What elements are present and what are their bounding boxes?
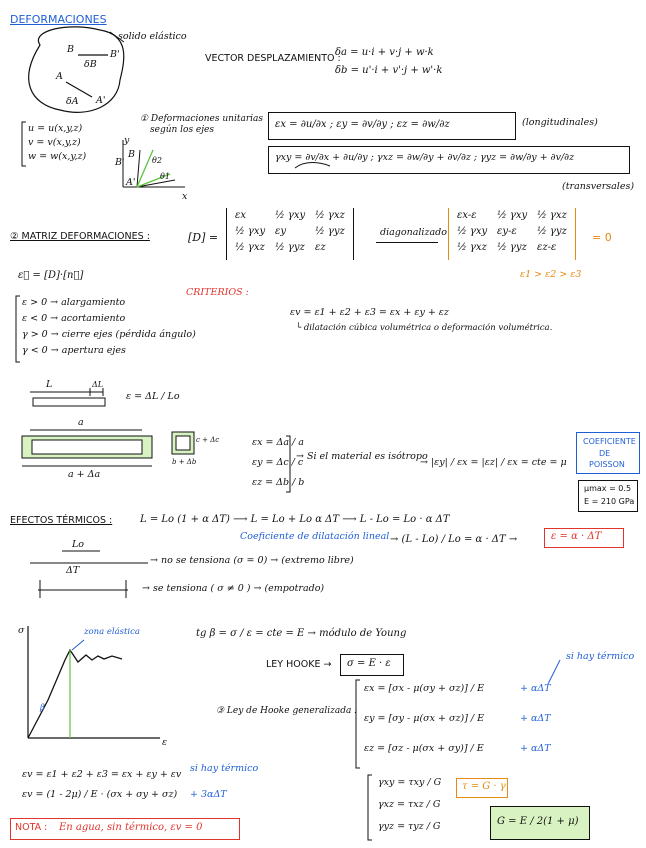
nota-box <box>10 818 240 840</box>
longitudinales: (longitudinales) <box>522 117 598 128</box>
hooke-gen: ③ Ley de Hooke generalizada : <box>216 706 358 716</box>
m2-32: ½ γyz <box>497 242 527 253</box>
diagonalizado: diagonalizado <box>380 227 447 238</box>
g-box <box>490 806 590 840</box>
eps-bar: ε = ΔL / Lo <box>126 391 180 402</box>
poisson-1: COEFICIENTE <box>583 437 636 446</box>
g-eq: G = E / 2(1 + μ) <box>497 816 579 827</box>
criteria-1: ε > 0 → alargamiento <box>22 297 126 308</box>
thermal-1: L = Lo (1 + α ΔT) ⟶ L = Lo + Lo α ΔT ⟶ L - Lo = Lo · α ΔT <box>140 514 450 525</box>
thermal-2: → (L - Lo) / Lo = α · ΔT → <box>390 534 518 545</box>
hooke-label: LEY HOOKE → <box>266 659 332 670</box>
criteria-4: γ < 0 → apertura ejes <box>22 345 126 356</box>
bar-a: a <box>78 417 84 428</box>
coef-dil: Coeficiente de dilatación lineal <box>240 531 390 542</box>
bar-dl: ΔL <box>92 380 104 389</box>
plus-adt-1: + αΔT <box>520 683 551 694</box>
matriz-d: [D] = <box>188 231 219 244</box>
nota-label: NOTA : <box>15 822 48 833</box>
m-13: ½ γxz <box>315 210 345 221</box>
matrix-d <box>226 208 354 260</box>
bar-lo: Lo <box>72 539 85 550</box>
no-tension: → no se tensiona (σ = 0) → (extremo libre) <box>150 555 354 566</box>
uvw-v: v = v(x,y,z) <box>28 137 81 148</box>
si-tension: → se tensiona ( σ ≠ 0 ) → (empotrado) <box>142 583 325 594</box>
label-da: δA <box>66 96 79 107</box>
tg-eq: tg β = σ / ε = cte = E → módulo de Young <box>196 628 407 639</box>
point-b: B <box>67 44 74 55</box>
graph-zona: zona elástica <box>84 627 140 637</box>
matrix-diag <box>448 208 576 260</box>
point-a: A <box>56 71 63 82</box>
poisson-box <box>576 432 640 474</box>
shear-box <box>268 146 630 174</box>
e-val: E = 210 GPa <box>584 497 635 506</box>
diag-arrow <box>376 242 438 243</box>
plus-adt-3: + αΔT <box>520 743 551 754</box>
iso-text: → Si el material es isótropo <box>296 451 428 462</box>
graph-sigma: σ <box>18 625 25 636</box>
m2-33: εz-ε <box>537 242 557 253</box>
si-termico-1: si hay térmico <box>566 651 635 662</box>
mu-max: μmax = 0.5 <box>584 484 632 493</box>
ev3-eq: εv = (1 - 2μ) / E · (σx + σy + σz) <box>22 789 178 800</box>
vec-eq-2: δb = u'·i + v'·j + w'·k <box>335 65 443 76</box>
m2-21: ½ γxy <box>457 226 488 237</box>
ex-eq-1: εx = Δa / a <box>252 437 304 448</box>
sq-b: b + Δb <box>172 458 197 466</box>
plus-adt-2: + αΔT <box>520 713 551 724</box>
m2-13: ½ γxz <box>537 210 567 221</box>
iso-eq: → |εy| / εx = |εz| / εx = cte = μ <box>420 457 567 468</box>
tau-box <box>456 778 508 798</box>
hooke-box <box>340 654 404 676</box>
criterios-label: CRITERIOS : <box>186 287 249 298</box>
uvw-u: u = u(x,y,z) <box>28 123 83 134</box>
m2-22: εy-ε <box>497 226 517 237</box>
m-22: εy <box>275 226 287 237</box>
point-ap: A' <box>96 95 106 106</box>
hooke-eq: σ = E · ε <box>347 658 391 669</box>
sq-c: c + Δc <box>196 436 220 444</box>
tau-eq: τ = G · γ <box>462 781 506 792</box>
si-termico-2: si hay térmico <box>190 763 259 774</box>
shear-eq-1: γxy = τxy / G <box>378 777 442 788</box>
m-12: ½ γxy <box>275 210 306 221</box>
criteria-3: γ > 0 → cierre ejes (pérdida ángulo) <box>22 329 196 340</box>
vector-label: VECTOR DESPLAZAMIENTO : <box>205 53 341 64</box>
graph-beta: β <box>40 703 45 713</box>
poisson-2: DE <box>599 449 611 458</box>
graph-eps: ε <box>162 737 168 748</box>
arrow-da <box>66 82 92 97</box>
axis-g2: θ1 <box>160 172 170 181</box>
point-bp: B' <box>110 49 120 60</box>
def-unit-label-2: según los ejes <box>150 125 214 135</box>
def-unit-box <box>268 112 516 140</box>
matriz-label: ② MATRIZ DEFORMACIONES : <box>10 231 150 242</box>
axis-x: x <box>182 191 188 202</box>
nota-text: En agua, sin térmico, εv = 0 <box>59 822 203 833</box>
gen-eq-3: εz = [σz - μ(σx + σy)] / E <box>364 743 484 754</box>
eps-th: ε = α · ΔT <box>551 531 602 542</box>
def-unit-label-1: ① Deformaciones unitarias <box>140 114 263 124</box>
eq-zero: = 0 <box>592 231 612 244</box>
vec-eq-1: δa = u·i + v·j + w·k <box>335 47 434 58</box>
ev3-plus: + 3αΔT <box>190 789 227 800</box>
axis-y: y <box>124 135 130 146</box>
ex-eq-2: εy = Δc / c <box>252 457 304 468</box>
gen-eq-2: εy = [σy - μ(σx + σz)] / E <box>364 713 485 724</box>
m-21: ½ γxy <box>235 226 266 237</box>
ev2-eq: εv = ε1 + ε2 + ε3 = εx + εy + εv <box>22 769 182 780</box>
eigen-order: ε1 > ε2 > ε3 <box>520 269 582 280</box>
axis-b: B <box>128 149 135 160</box>
axis-a: A' <box>126 177 136 188</box>
m-11: εx <box>235 210 247 221</box>
efectos-label: EFECTOS TÉRMICOS : <box>10 515 113 526</box>
m-33: εz <box>315 242 326 253</box>
ev-desc: └ dilatación cúbica volumétrica o deformación volumétrica. <box>296 323 553 333</box>
m-23: ½ γyz <box>315 226 345 237</box>
bar-l: L <box>46 379 53 390</box>
bar-ada: a + Δa <box>68 469 101 480</box>
shear-eq-3: γyz = τyz / G <box>378 821 441 832</box>
gen-eq-1: εx = [σx - μ(σy + σz)] / E <box>364 683 485 694</box>
def-unit-eq: εx = ∂u/∂x ; εy = ∂v/∂y ; εz = ∂w/∂z <box>275 119 450 130</box>
ex-eq-3: εz = Δb / b <box>252 477 305 488</box>
shear-eq: γxy = ∂v/∂x + ∂u/∂y ; γxz = ∂w/∂y + ∂v/∂z ; γyz = ∂w/∂y + ∂v/∂z <box>275 152 575 163</box>
m-31: ½ γxz <box>235 242 265 253</box>
uvw-w: w = w(x,y,z) <box>28 151 87 162</box>
m2-31: ½ γxz <box>457 242 487 253</box>
evec-eq: ε⃗ = [D]·[n⃗] <box>18 270 84 281</box>
transversales: (transversales) <box>562 181 635 192</box>
m2-11: εx-ε <box>457 210 477 221</box>
ev-eq: εv = ε1 + ε2 + ε3 = εx + εy + εz <box>290 307 449 318</box>
m2-23: ½ γyz <box>537 226 567 237</box>
eps-th-box <box>544 528 624 548</box>
mu-box <box>578 480 638 512</box>
criteria-2: ε < 0 → acortamiento <box>22 313 126 324</box>
shear-eq-2: γxz = τxz / G <box>378 799 441 810</box>
solid-label: solido elástico <box>118 31 187 42</box>
m2-12: ½ γxy <box>497 210 528 221</box>
bar-dt: ΔT <box>66 565 80 576</box>
label-db: δB <box>84 59 97 70</box>
axis-bp: B' <box>115 157 125 168</box>
page-title: DEFORMACIONES <box>10 13 107 26</box>
poisson-3: POISSON <box>589 460 625 469</box>
m-32: ½ γyz <box>275 242 305 253</box>
axis-g1: θ2 <box>152 156 162 165</box>
